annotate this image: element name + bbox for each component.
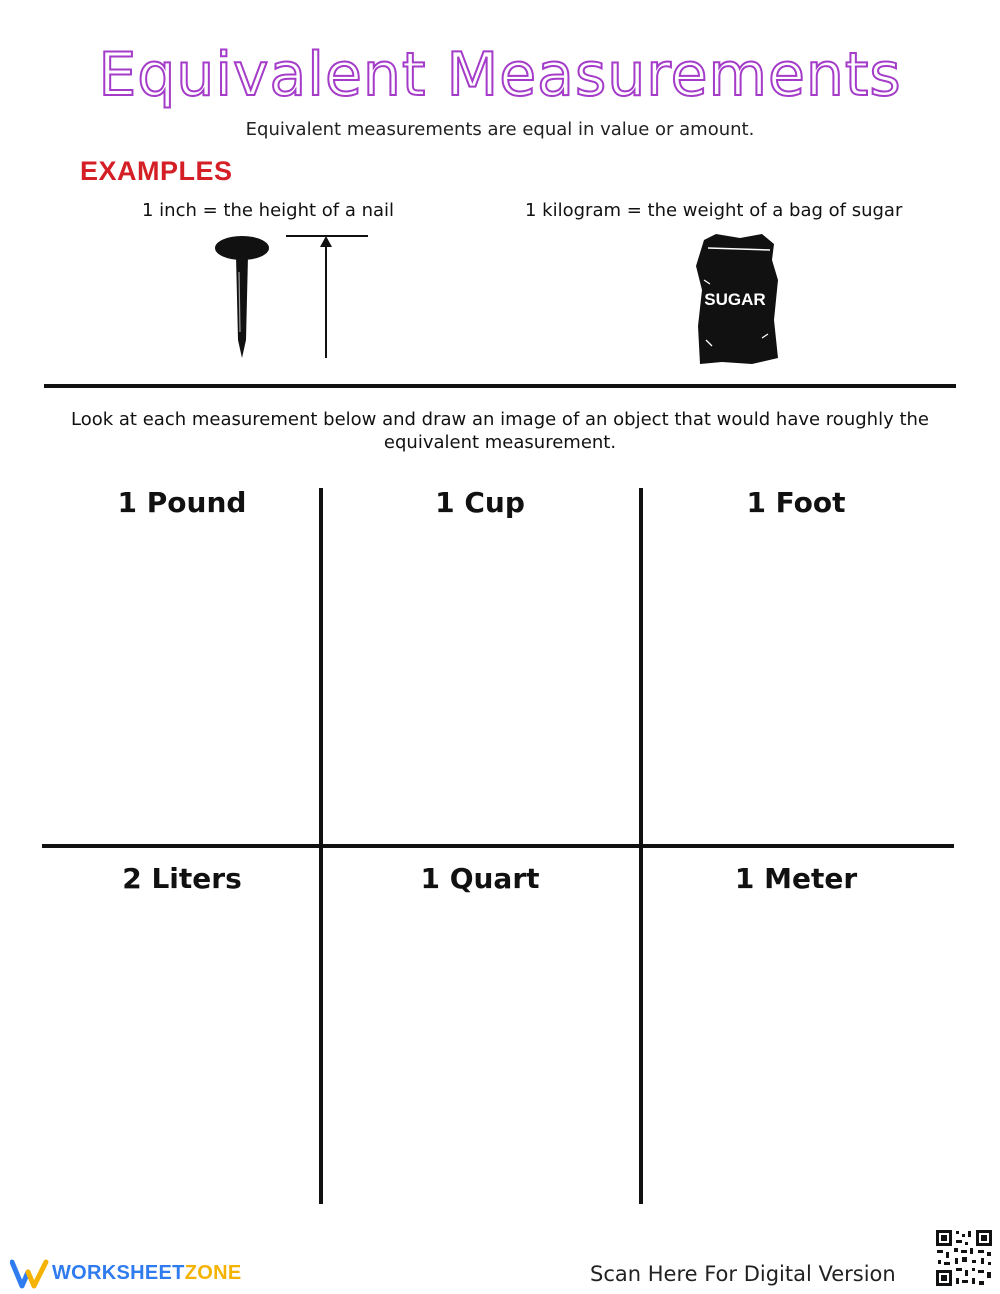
logo-part-worksheet: WORKSHEET (52, 1262, 185, 1284)
qr-code-icon[interactable] (934, 1228, 994, 1288)
cell-label-liters: 2 Liters (122, 862, 242, 895)
example-inch-text: 1 inch = the height of a nail (142, 200, 395, 221)
cell-label-quart: 1 Quart (420, 862, 540, 895)
sugar-bag-label: SUGAR (704, 290, 766, 309)
worksheetzone-logo-icon (10, 1258, 50, 1290)
logo-part-zone: ZONE (184, 1262, 242, 1284)
height-arrow-icon (280, 230, 372, 362)
instructions-text: Look at each measurement below and draw an image of an object that would have roughly the equivalent measurement. (71, 409, 929, 453)
section-divider (44, 384, 956, 388)
drawing-area-quart[interactable] (326, 906, 636, 1202)
sugar-bag-icon (692, 230, 784, 368)
drawing-area-pound[interactable] (44, 530, 316, 840)
drawing-area-meter[interactable] (646, 906, 952, 1202)
nail-icon (212, 232, 274, 362)
cell-label-meter: 1 Meter (734, 862, 858, 895)
example-kilogram-text: 1 kilogram = the weight of a bag of sugar (525, 200, 903, 221)
drawing-area-cup[interactable] (326, 530, 636, 840)
cell-label-foot: 1 Foot (746, 486, 846, 519)
cell-label-pound: 1 Pound (117, 486, 247, 519)
worksheetzone-logo[interactable] (52, 1262, 241, 1285)
page-subtitle: Equivalent measurements are equal in value or amount. (245, 119, 755, 140)
page-title: Equivalent Measurements (98, 40, 902, 110)
drawing-area-liters[interactable] (44, 906, 316, 1202)
examples-heading: EXAMPLES (80, 156, 233, 186)
drawing-area-foot[interactable] (646, 530, 952, 840)
scan-text: Scan Here For Digital Version (590, 1262, 896, 1286)
cell-label-cup: 1 Cup (435, 486, 525, 519)
grid-divider-middle (42, 844, 954, 848)
